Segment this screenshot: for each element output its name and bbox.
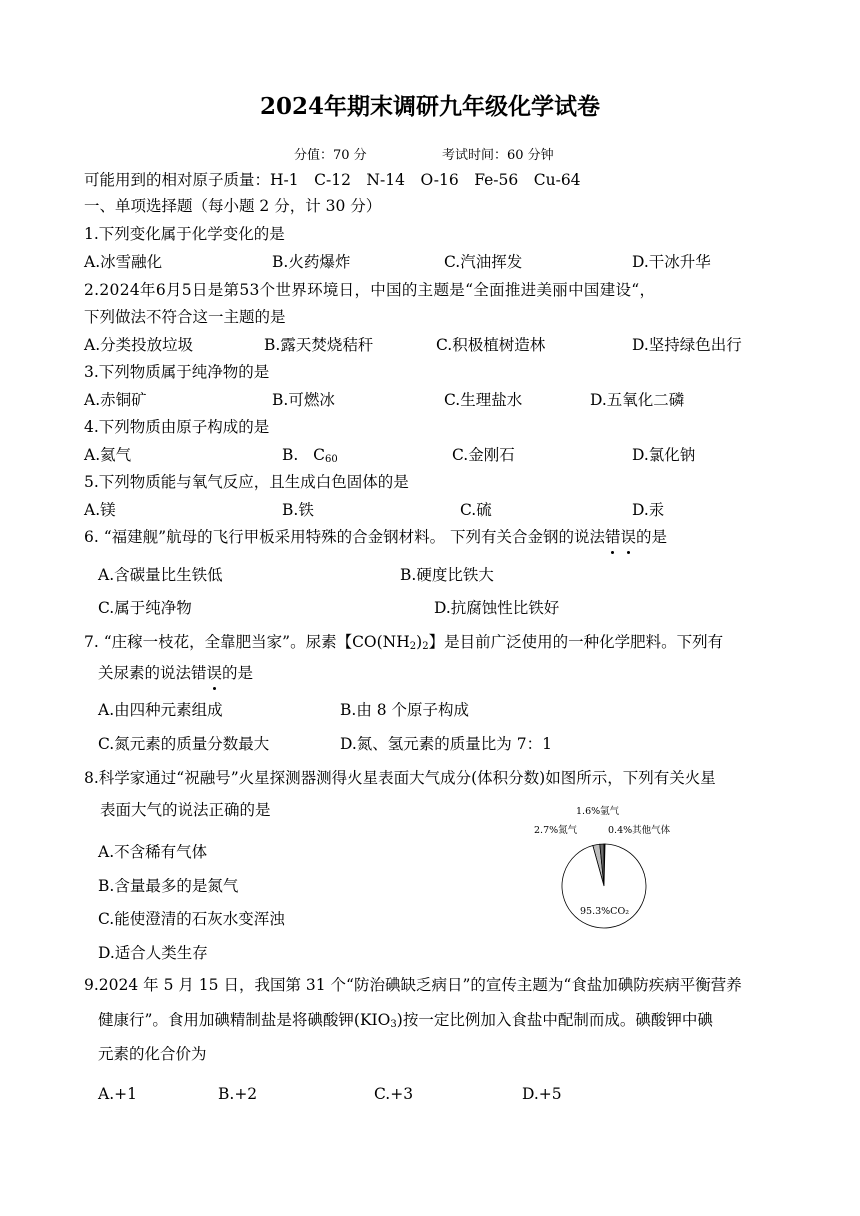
q8-option-a: A.不含稀有气体 (98, 843, 208, 861)
q6-stem-pre: 6. “福建舰”航母的飞行甲板采用特殊的合金钢材料。 下列有关合金钢的说法 (84, 528, 605, 546)
q8-option-d: D.适合人类生存 (98, 944, 208, 962)
q9-stem-line3: 元素的化合价为 (98, 1045, 207, 1063)
q2-option-c: C.积极植树造林 (436, 336, 546, 354)
q7-subscript-2: 2 (422, 641, 429, 652)
exam-score: 分值：70 分 (294, 148, 367, 163)
q5-stem: 5.下列物质能与氧气反应，且生成白色固体的是 (84, 473, 409, 491)
q9-option-a: A.+1 (98, 1085, 137, 1103)
q6-emphasis-2: 误 (620, 528, 637, 546)
q8-option-c: C.能使澄清的石灰水变浑浊 (98, 910, 285, 928)
q4-stem: 4.下列物质由原子构成的是 (84, 418, 270, 436)
q9-option-c: C.+3 (374, 1085, 414, 1103)
q7-emphasis-1: 错 (191, 664, 207, 682)
section-heading: 一、单项选择题（每小题 2 分，计 30 分） (84, 197, 382, 215)
q9-line2-pre: 健康行”。食用加碘精制盐是将碘酸钾(KIO (98, 1011, 391, 1029)
q5-option-b: B.铁 (282, 501, 314, 519)
q4-option-b-subscript: 60 (324, 454, 338, 465)
q4-option-c: C.金刚石 (452, 446, 515, 464)
pie-label-argon: 1.6%氩气 (576, 806, 620, 817)
q4-option-b-formula: C (313, 446, 325, 464)
q2-option-d: D.坚持绿色出行 (632, 336, 742, 354)
q5-option-c: C.硫 (460, 501, 492, 519)
q7-emphasis-2: 误 (206, 664, 223, 682)
q3-stem: 3.下列物质属于纯净物的是 (84, 363, 270, 381)
atomic-masses: 可能用到的相对原子质量：H-1 C-12 N-14 O-16 Fe-56 Cu-64 (84, 171, 581, 189)
q4-option-b-prefix: B. (282, 446, 299, 464)
q4-option-a: A.氦气 (84, 446, 132, 464)
q7-line2-post: 的是 (222, 664, 254, 682)
q9-subscript: 3 (390, 1019, 397, 1030)
q1-option-c: C.汽油挥发 (444, 253, 523, 271)
mars-atmosphere-pie-chart (528, 802, 728, 942)
exam-time: 考试时间：60 分钟 (442, 148, 554, 163)
q3-option-c: C.生理盐水 (444, 391, 523, 409)
q9-option-d: D.+5 (522, 1085, 562, 1103)
q4-option-b (282, 445, 338, 470)
q2-stem: 2.2024年6月5日是第53个世界环境日，中国的主题是“全面推进美丽中国建设“， (84, 281, 656, 299)
q3-option-b: B.可燃冰 (272, 391, 335, 409)
q6-option-b: B.硬度比铁大 (400, 566, 494, 584)
q1-option-d: D.干冰升华 (632, 253, 711, 271)
q6-stem-post: 的是 (636, 528, 668, 546)
q2-option-a: A.分类投放垃圾 (84, 336, 194, 354)
q7-stem-post: 】是目前广泛使用的一种化学肥料。下列有 (428, 633, 724, 651)
q4-option-d: D.氯化钠 (632, 446, 696, 464)
q5-option-d: D.汞 (632, 501, 665, 519)
q9-line2-post: )按一定比例加入食盐中配制而成。碘酸钾中碘 (396, 1011, 713, 1029)
q8-stem: 8.科学家通过“祝融号”火星探测器测得火星表面大气成分(体积分数)如图所示，下列有关火星 (84, 769, 716, 787)
q8-option-b: B.含量最多的是氮气 (98, 877, 239, 895)
q6-stem (84, 527, 667, 547)
q1-option-b: B.火药爆炸 (272, 253, 351, 271)
q5-option-a: A.镁 (84, 501, 116, 519)
pie-label-nitrogen: 2.7%氮气 (534, 825, 578, 836)
q6-option-d: D.抗腐蚀性比铁好 (434, 599, 560, 617)
q8-stem-line2: 表面大气的说法正确的是 (100, 801, 271, 819)
q7-option-b: B.由 8 个原子构成 (340, 701, 470, 719)
q9-stem: 9.2024 年 5 月 15 日，我国第 31 个“防治碘缺乏病日”的宣传主题为“食盐加碘防疾病平衡营养 (84, 976, 742, 994)
q1-stem: 1.下列变化属于化学变化的是 (84, 225, 285, 243)
q7-subscript-1: 2 (409, 641, 417, 652)
q7-option-c: C.氮元素的质量分数最大 (98, 735, 270, 753)
q1-option-a: A.冰雪融化 (84, 253, 163, 271)
q3-option-d: D.五氧化二磷 (590, 391, 685, 409)
q7-stem-line2 (98, 663, 253, 683)
q7-line2-pre: 关尿素的说法 (98, 664, 192, 682)
q7-stem (84, 632, 723, 657)
pie-label-co2: 95.3%CO₂ (580, 906, 630, 917)
q9-option-b: B.+2 (218, 1085, 258, 1103)
q6-option-a: A.含碳量比生铁低 (98, 566, 223, 584)
q7-stem-pre: 7. “庄稼一枝花，全靠肥当家”。尿素【CO(NH (84, 633, 410, 651)
exam-title: 2024年期末调研九年级化学试卷 (259, 93, 600, 120)
q9-stem-line2 (98, 1010, 713, 1035)
q2-stem-line2: 下列做法不符合这一主题的是 (84, 308, 286, 326)
q7-option-a: A.由四种元素组成 (98, 701, 223, 719)
q3-option-a: A.赤铜矿 (84, 391, 147, 409)
q6-emphasis-1: 错 (605, 528, 621, 546)
q6-option-c: C.属于纯净物 (98, 599, 192, 617)
q7-stem-mid: ) (416, 633, 423, 651)
q7-option-d: D.氮、氢元素的质量比为 7：1 (340, 735, 552, 753)
pie-label-other: 0.4%其他气体 (608, 825, 671, 836)
q2-option-b: B.露天焚烧秸秆 (264, 336, 374, 354)
